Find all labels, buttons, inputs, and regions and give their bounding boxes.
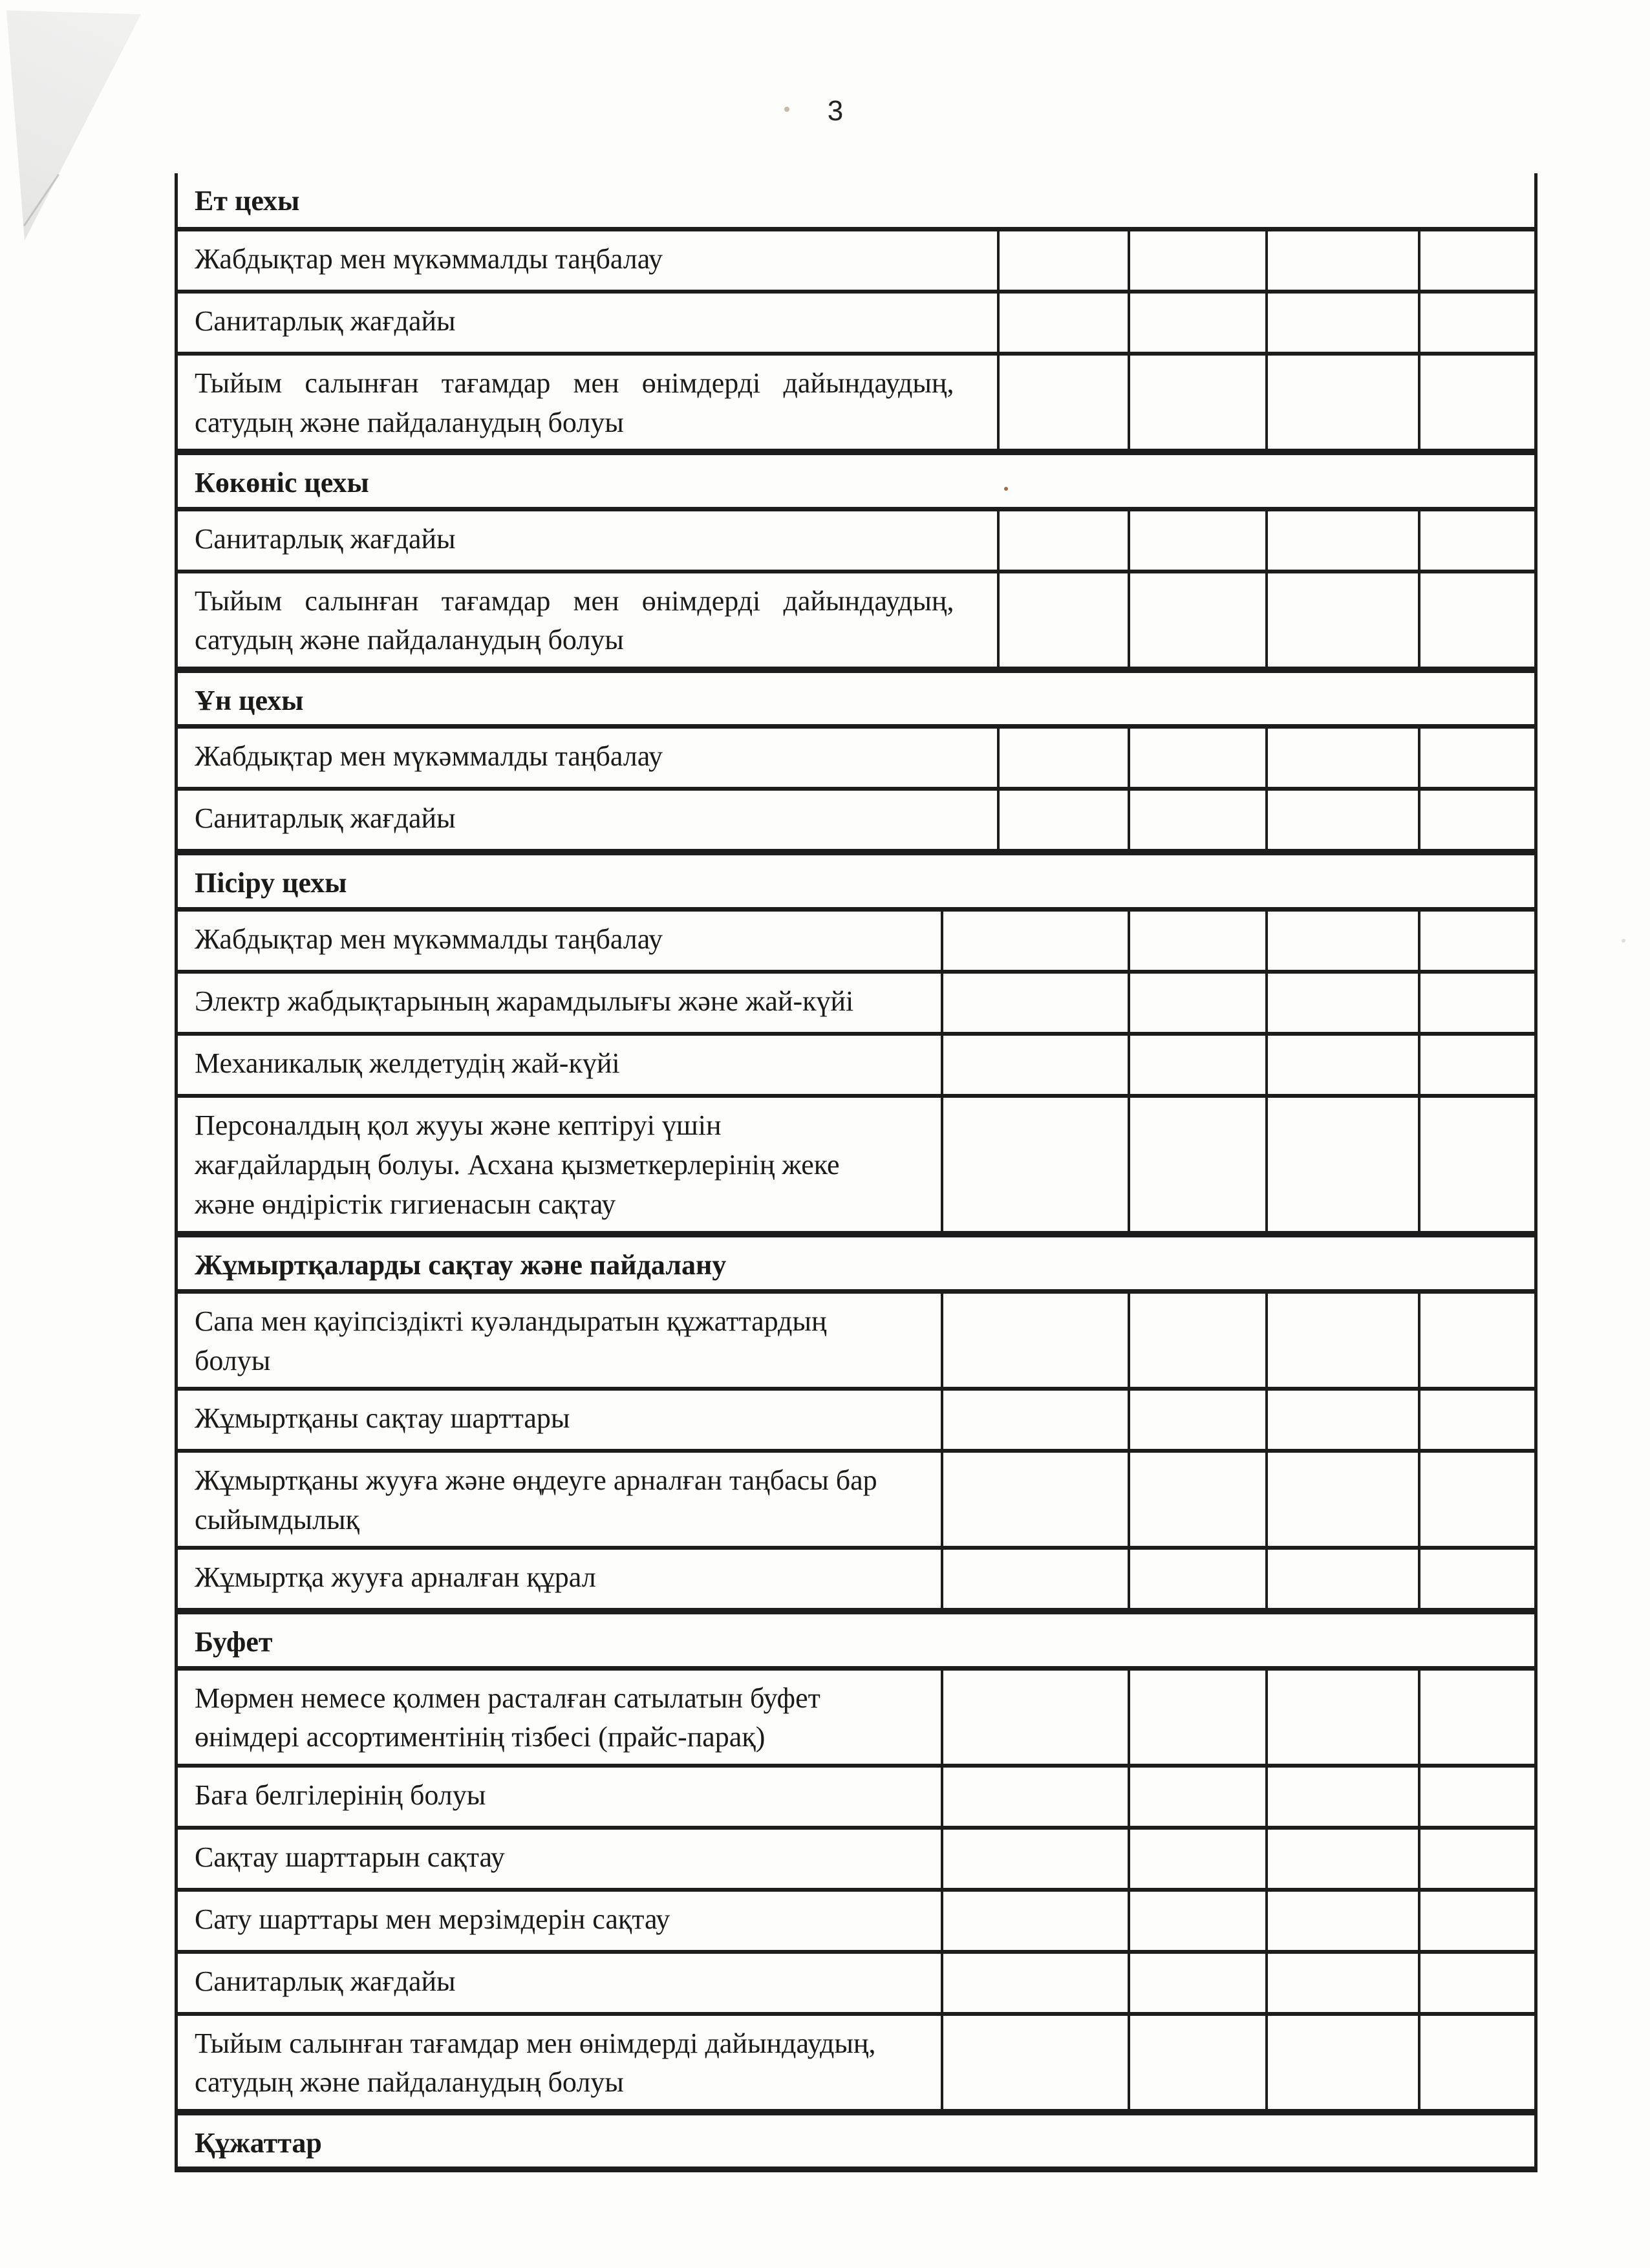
section-header-row <box>178 670 1534 729</box>
criterion-row <box>178 231 1534 294</box>
scan-speck <box>1622 939 1625 943</box>
check-cell <box>1418 791 1534 849</box>
section-header-row <box>178 853 1534 912</box>
criterion-text <box>178 1098 941 1231</box>
criterion-text <box>178 912 941 970</box>
check-cell <box>997 729 1128 787</box>
criterion-line: Жабдықтар мен мүкәммалды таңбалау <box>195 740 663 773</box>
section-header-row <box>178 1235 1534 1294</box>
criterion-row <box>178 1294 1534 1391</box>
section-vegetable-shop <box>178 453 1534 670</box>
criterion-line: Тыйым салынған тағамдар мен өнімдерді дайындаудың, <box>195 2027 876 2059</box>
check-cell <box>997 356 1128 449</box>
section-flour-shop <box>178 670 1534 853</box>
check-cell <box>1128 511 1265 570</box>
page-number: 3 <box>827 95 844 127</box>
criterion-text <box>178 573 997 667</box>
check-cell <box>1265 791 1418 849</box>
check-cell <box>941 2016 1128 2109</box>
check-cell <box>941 1768 1128 1826</box>
check-cell <box>1128 1768 1265 1826</box>
check-cell <box>941 1550 1128 1608</box>
check-cell <box>1265 1036 1418 1094</box>
scan-speck <box>784 107 789 112</box>
criterion-line: Жабдықтар мен мүкәммалды таңбалау <box>195 923 663 956</box>
criterion-line: Санитарлық жағдайы <box>195 522 456 555</box>
criterion-row <box>178 1671 1534 1768</box>
check-cell <box>1128 1294 1265 1387</box>
section-header-row <box>178 173 1534 231</box>
criterion-row <box>178 1550 1534 1612</box>
check-cell <box>941 1453 1128 1546</box>
check-cell <box>1418 1098 1534 1231</box>
section-title: Ет цехы <box>195 185 300 217</box>
check-cell <box>1128 231 1265 290</box>
check-cell <box>997 511 1128 570</box>
inspection-checklist-table <box>175 173 1538 2172</box>
check-cell <box>1128 1036 1265 1094</box>
criterion-line: сатудың және пайдаланудың болуы <box>195 624 624 656</box>
check-cell <box>1128 1098 1265 1231</box>
criterion-line: жағдайлардың болуы. Асхана қызметкерлерінің жеке <box>195 1148 840 1181</box>
criterion-row <box>178 2016 1534 2113</box>
check-cell <box>1265 231 1418 290</box>
section-title: Буфет <box>195 1625 273 1658</box>
section-cooking-shop <box>178 853 1534 1235</box>
criterion-line: сатудың және пайдаланудың болуы <box>195 2066 624 2099</box>
criterion-line: Жұмыртқаны жууға және өңдеуге арналған таңбасы бар <box>195 1464 877 1496</box>
criterion-line: Тыйым салынған тағамдар мен өнімдерді дайындаудың, <box>195 584 954 617</box>
check-cell <box>941 1036 1128 1094</box>
criterion-line: Персоналдың қол жууы және кептіруі үшін <box>195 1109 722 1142</box>
criterion-text <box>178 231 997 290</box>
criterion-line: Санитарлық жағдайы <box>195 305 456 337</box>
check-cell <box>1265 1550 1418 1608</box>
check-cell <box>1418 1036 1534 1094</box>
check-cell <box>941 912 1128 970</box>
check-cell <box>1128 974 1265 1032</box>
criterion-line: Санитарлық жағдайы <box>195 1965 456 1997</box>
check-cell <box>1265 1391 1418 1449</box>
check-cell <box>941 1294 1128 1387</box>
check-cell <box>997 231 1128 290</box>
check-cell <box>1128 294 1265 352</box>
check-cell <box>1418 1671 1534 1764</box>
criterion-row <box>178 1768 1534 1830</box>
check-cell <box>1418 1391 1534 1449</box>
check-cell <box>1418 1550 1534 1608</box>
criterion-text <box>178 1550 941 1608</box>
check-cell <box>1128 729 1265 787</box>
criterion-text <box>178 356 997 449</box>
check-cell <box>1418 573 1534 667</box>
check-cell <box>1265 1294 1418 1387</box>
criterion-row <box>178 974 1534 1036</box>
criterion-row <box>178 1892 1534 1954</box>
criterion-line: Механикалық желдетудің жай-күйі <box>195 1047 620 1080</box>
criterion-row <box>178 1954 1534 2016</box>
criterion-line: Жұмыртқа жууға арналған құрал <box>195 1561 596 1593</box>
check-cell <box>941 974 1128 1032</box>
section-title: Жұмыртқаларды сақтау және пайдалану <box>195 1249 727 1281</box>
section-header-row <box>178 1612 1534 1671</box>
check-cell <box>1418 231 1534 290</box>
criterion-line: Сақтау шарттарын сақтау <box>195 1841 505 1873</box>
criterion-line: Жабдықтар мен мүкәммалды таңбалау <box>195 243 663 275</box>
check-cell <box>1265 356 1418 449</box>
criterion-line: Мөрмен немесе қолмен расталған сатылатын буфет <box>195 1682 820 1714</box>
check-cell <box>1128 356 1265 449</box>
criterion-row <box>178 1391 1534 1453</box>
check-cell <box>1128 1830 1265 1888</box>
criterion-text <box>178 1671 941 1764</box>
check-cell <box>1418 2016 1534 2109</box>
criterion-text <box>178 1954 941 2012</box>
section-title: Пісіру цехы <box>195 867 347 899</box>
check-cell <box>997 294 1128 352</box>
check-cell <box>1128 1550 1265 1608</box>
criterion-text <box>178 1391 941 1449</box>
criterion-text <box>178 1830 941 1888</box>
section-documents <box>178 2113 1534 2173</box>
check-cell <box>1418 294 1534 352</box>
check-cell <box>997 573 1128 667</box>
criterion-row <box>178 511 1534 573</box>
criterion-row <box>178 729 1534 791</box>
criterion-line: Электр жабдықтарының жарамдылығы және жай-күйі <box>195 985 854 1018</box>
check-cell <box>1265 1892 1418 1950</box>
check-cell <box>1418 1294 1534 1387</box>
criterion-line: Сапа мен қауіпсіздікті куәландыратын құжаттардың <box>195 1305 827 1337</box>
check-cell <box>1265 912 1418 970</box>
criterion-row <box>178 912 1534 974</box>
check-cell <box>1418 1954 1534 2012</box>
check-cell <box>1265 294 1418 352</box>
check-cell <box>1128 1391 1265 1449</box>
section-title: Көкөніс цехы <box>195 467 369 498</box>
check-cell <box>941 1391 1128 1449</box>
criterion-text <box>178 1768 941 1826</box>
check-cell <box>1265 573 1418 667</box>
check-cell <box>1265 974 1418 1032</box>
check-cell <box>1418 1453 1534 1546</box>
criterion-row <box>178 356 1534 453</box>
criterion-text <box>178 2016 941 2109</box>
check-cell <box>1265 1671 1418 1764</box>
check-cell <box>1128 1453 1265 1546</box>
check-cell <box>1265 1954 1418 2012</box>
check-cell <box>1128 1954 1265 2012</box>
check-cell <box>1418 1892 1534 1950</box>
check-cell <box>941 1892 1128 1950</box>
check-cell <box>997 791 1128 849</box>
criterion-line: болуы <box>195 1344 271 1376</box>
check-cell <box>941 1830 1128 1888</box>
check-cell <box>1418 1768 1534 1826</box>
criterion-line: сыйымдылық <box>195 1503 359 1535</box>
criterion-line: Санитарлық жағдайы <box>195 802 456 835</box>
criterion-row <box>178 791 1534 853</box>
check-cell <box>1418 912 1534 970</box>
check-cell <box>1418 729 1534 787</box>
criterion-line: Жұмыртқаны сақтау шарттары <box>195 1402 570 1434</box>
section-eggs-storage <box>178 1235 1534 1612</box>
check-cell <box>1418 511 1534 570</box>
criterion-text <box>178 1453 941 1546</box>
section-header-row <box>178 2113 1534 2173</box>
section-header-row <box>178 453 1534 511</box>
check-cell <box>1418 974 1534 1032</box>
check-cell <box>1265 1768 1418 1826</box>
check-cell <box>941 1954 1128 2012</box>
check-cell <box>1128 2016 1265 2109</box>
criterion-text <box>178 511 997 570</box>
criterion-line: Тыйым салынған тағамдар мен өнімдерді дайындаудың, <box>195 367 954 399</box>
section-meat-shop <box>178 173 1534 453</box>
check-cell <box>1265 1453 1418 1546</box>
criterion-row <box>178 1098 1534 1235</box>
criterion-row <box>178 1036 1534 1098</box>
check-cell <box>1128 1892 1265 1950</box>
check-cell <box>1128 573 1265 667</box>
criterion-line: және өндірістік гигиенасын сақтау <box>195 1188 616 1220</box>
criterion-row <box>178 573 1534 670</box>
check-cell <box>1128 1671 1265 1764</box>
check-cell <box>1418 356 1534 449</box>
criterion-text <box>178 294 997 352</box>
criterion-text <box>178 1036 941 1094</box>
criterion-line: Баға белгілерінің болуы <box>195 1779 486 1811</box>
check-cell <box>941 1671 1128 1764</box>
criterion-text <box>178 1294 941 1387</box>
criterion-row <box>178 294 1534 356</box>
check-cell <box>1128 791 1265 849</box>
criterion-line: сатудың және пайдаланудың болуы <box>195 406 624 438</box>
check-cell <box>941 1098 1128 1231</box>
section-title: Ұн цехы <box>195 684 304 716</box>
check-cell <box>1265 729 1418 787</box>
criterion-line: өнімдері ассортиментінің тізбесі (прайс-парақ) <box>195 1721 766 1753</box>
criterion-row <box>178 1453 1534 1550</box>
criterion-text <box>178 1892 941 1950</box>
scan-corner-fold-artifact <box>0 0 168 259</box>
criterion-text <box>178 974 941 1032</box>
check-cell <box>1265 1830 1418 1888</box>
check-cell <box>1265 1098 1418 1231</box>
section-buffet <box>178 1612 1534 2113</box>
check-cell <box>1128 912 1265 970</box>
check-cell <box>1418 1830 1534 1888</box>
criterion-row <box>178 1830 1534 1892</box>
check-cell <box>1265 2016 1418 2109</box>
criterion-text <box>178 729 997 787</box>
check-cell <box>1265 511 1418 570</box>
criterion-line: Сату шарттары мен мерзімдерін сақтау <box>195 1903 670 1935</box>
section-title: Құжаттар <box>195 2126 322 2159</box>
criterion-text <box>178 791 997 849</box>
